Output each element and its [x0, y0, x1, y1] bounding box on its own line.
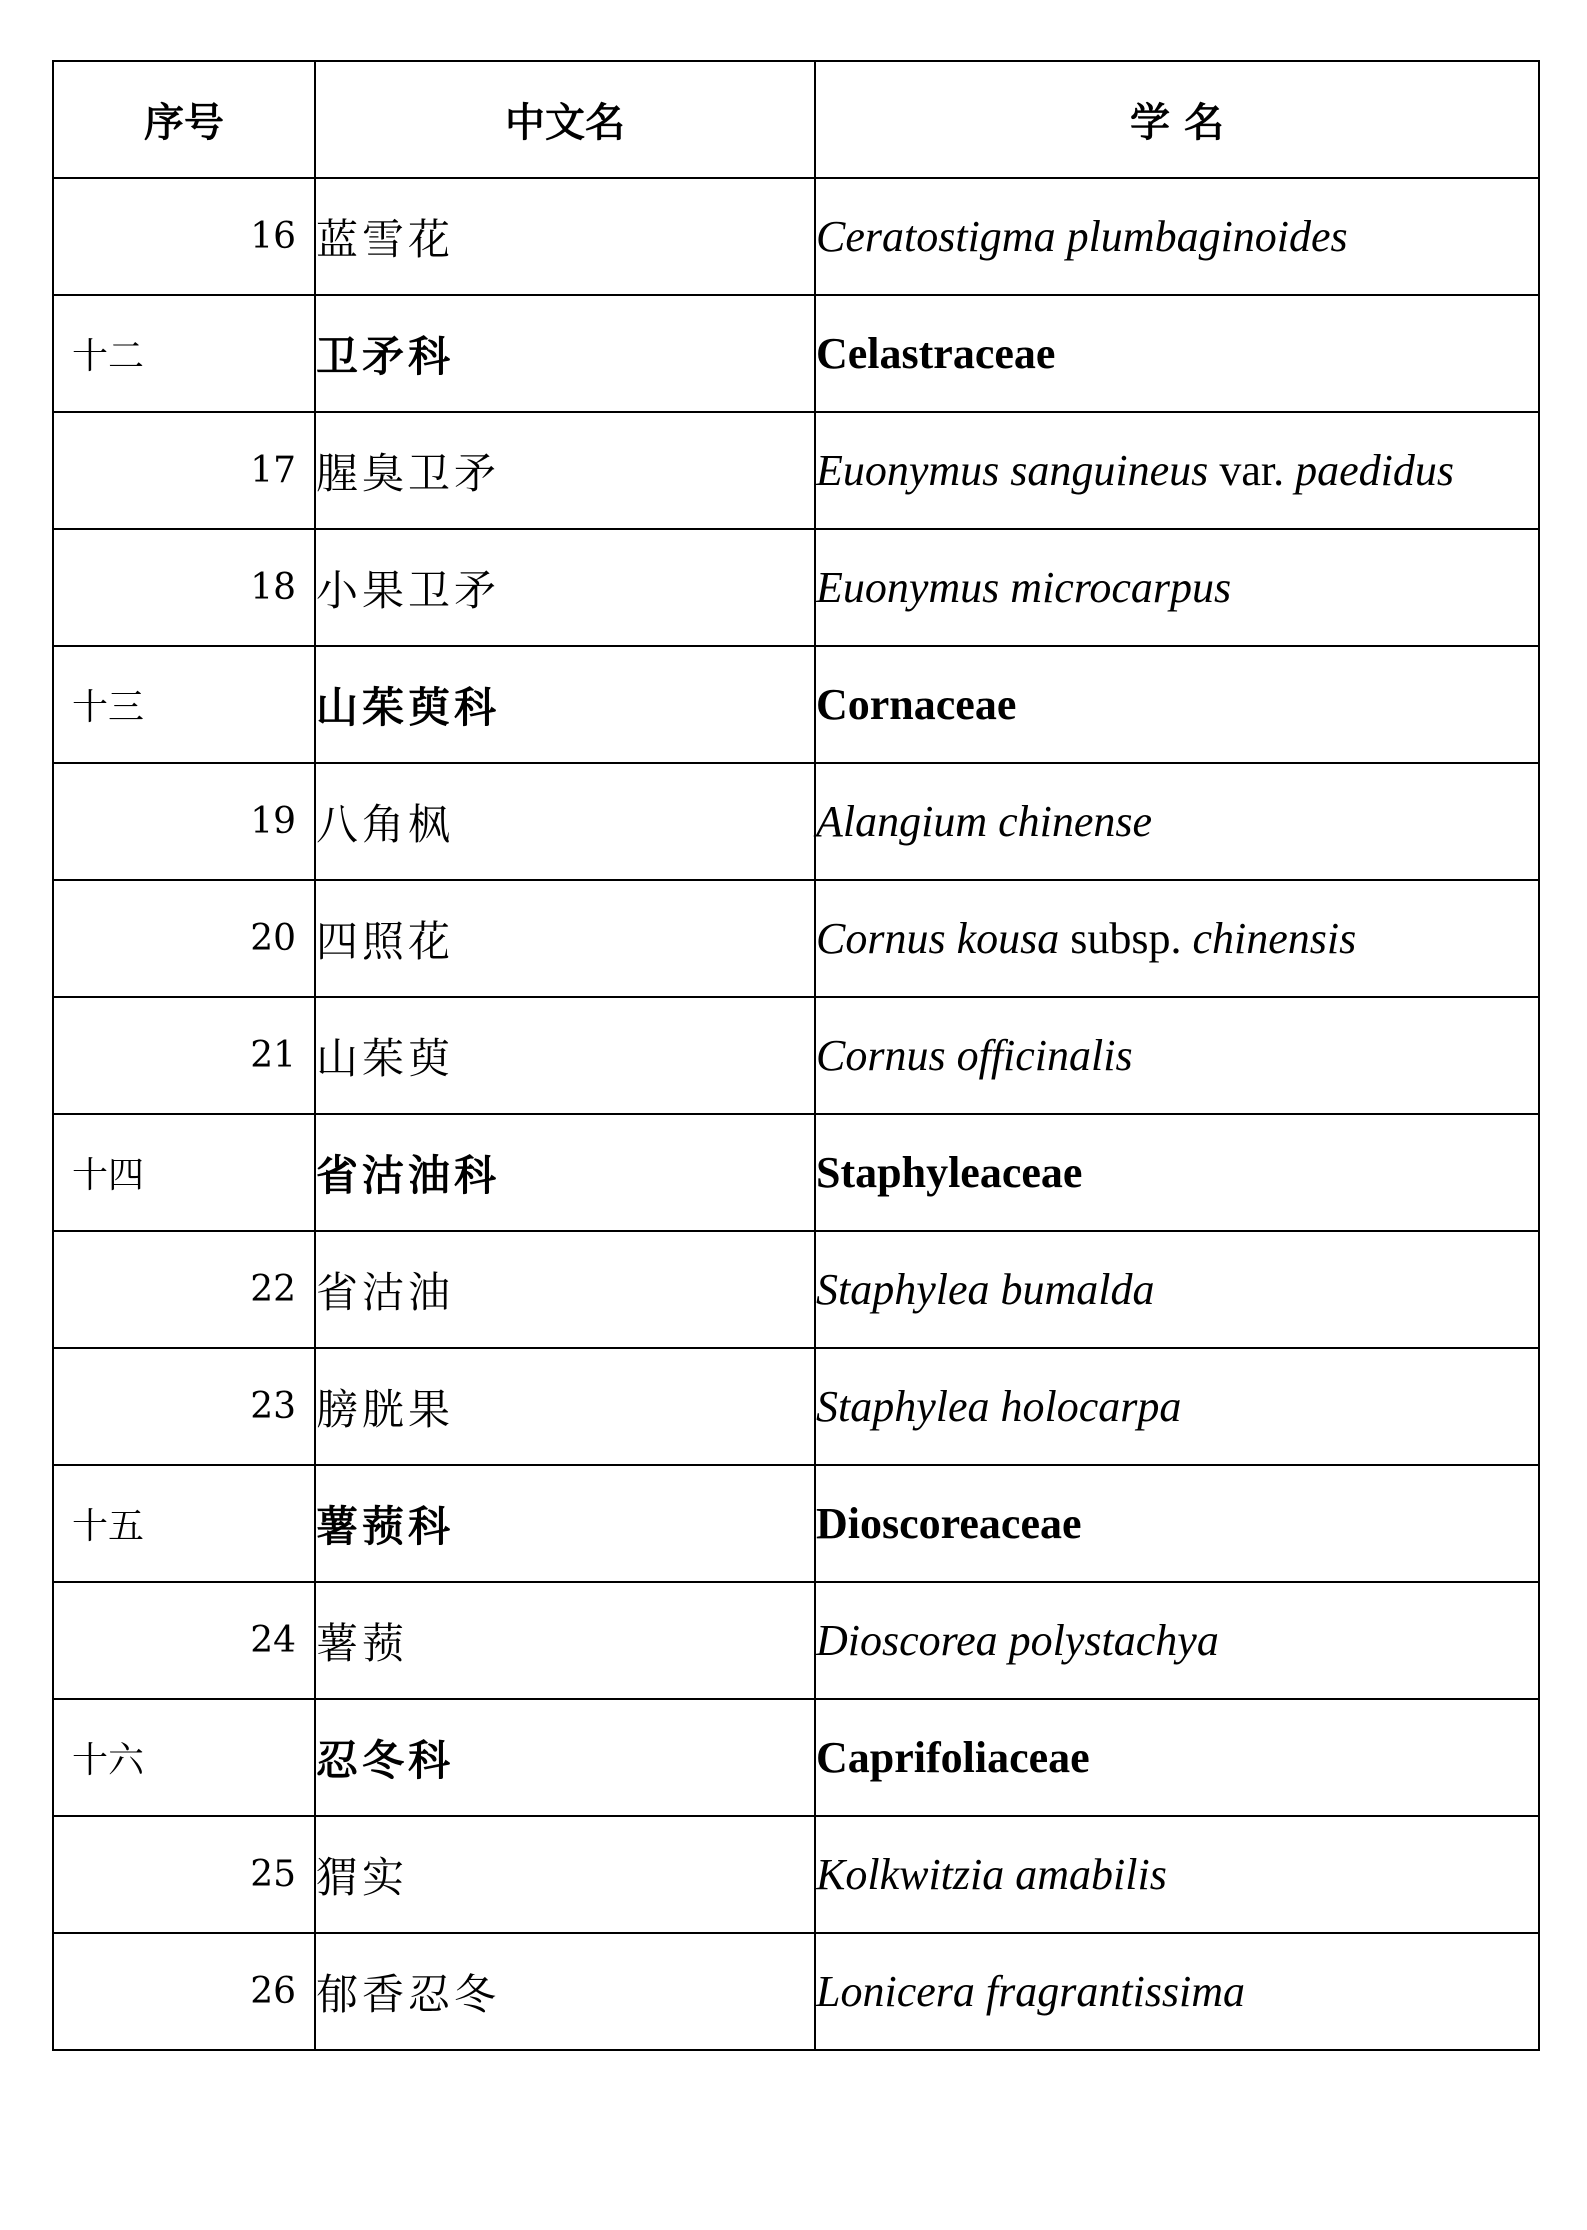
species-row [53, 880, 1539, 997]
chinese-name-cell: 猬实 [315, 1816, 815, 1933]
serial-number-cell: 十五 [53, 1465, 315, 1582]
chinese-name-cell: 薯蓣科 [315, 1465, 815, 1582]
scientific-name-cell [815, 295, 1539, 412]
chinese-name-cell: 郁香忍冬 [315, 1933, 815, 2050]
table-body [53, 178, 1539, 2050]
serial-number-cell: 18 [53, 529, 315, 646]
chinese-name-cell: 四照花 [315, 880, 815, 997]
serial-number-cell: 23 [53, 1348, 315, 1465]
scientific-name-plain-part: Staphyleaceae [816, 1148, 1083, 1197]
serial-number-cell: 24 [53, 1582, 315, 1699]
species-row [53, 178, 1539, 295]
species-row [53, 1348, 1539, 1465]
chinese-name-cell: 膀胱果 [315, 1348, 815, 1465]
scientific-name-plain-part: subsp. [1059, 914, 1193, 963]
scientific-name-italic-part: Cornus kousa [816, 914, 1060, 963]
family-row [53, 1465, 1539, 1582]
scientific-name-cell [815, 997, 1539, 1114]
chinese-name-cell: 忍冬科 [315, 1699, 815, 1816]
serial-number-cell: 22 [53, 1231, 315, 1348]
scientific-name-italic-part: Dioscorea polystachya [816, 1616, 1219, 1665]
scientific-name-cell [815, 1582, 1539, 1699]
chinese-name-cell: 八角枫 [315, 763, 815, 880]
species-row [53, 1816, 1539, 1933]
species-row [53, 1933, 1539, 2050]
species-row [53, 412, 1539, 529]
chinese-name-cell: 卫矛科 [315, 295, 815, 412]
scientific-name-cell [815, 1933, 1539, 2050]
scientific-name-plain-part: var. [1208, 446, 1296, 495]
serial-number-cell: 十四 [53, 1114, 315, 1231]
scientific-name-cell [815, 880, 1539, 997]
species-row [53, 763, 1539, 880]
scientific-name-italic-part: Kolkwitzia amabilis [816, 1850, 1167, 1899]
family-row [53, 1699, 1539, 1816]
chinese-name-cell: 省沽油科 [315, 1114, 815, 1231]
scientific-name-italic-part: Euonymus sanguineus [816, 446, 1209, 495]
scientific-name-cell [815, 1114, 1539, 1231]
header-row [53, 61, 1539, 178]
species-table [52, 60, 1540, 2051]
scientific-name-cell [815, 1231, 1539, 1348]
scientific-name-plain-part: Cornaceae [816, 680, 1017, 729]
scientific-name-italic-part: Alangium chinense [816, 797, 1153, 846]
species-row [53, 1582, 1539, 1699]
chinese-name-cell: 山茱萸 [315, 997, 815, 1114]
scientific-name-italic-part: Cornus officinalis [816, 1031, 1133, 1080]
serial-number-cell: 19 [53, 763, 315, 880]
scientific-name-italic-part: Staphylea holocarpa [816, 1382, 1182, 1431]
species-row [53, 997, 1539, 1114]
serial-number-cell: 20 [53, 880, 315, 997]
scientific-name-cell [815, 646, 1539, 763]
scientific-name-cell [815, 178, 1539, 295]
scientific-name-cell [815, 529, 1539, 646]
serial-number-cell: 十三 [53, 646, 315, 763]
scientific-name-italic-part: chinensis [1192, 914, 1357, 963]
scientific-name-cell [815, 1816, 1539, 1933]
header-scientific-name: 学 名 [815, 61, 1539, 178]
header-serial-number: 序号 [53, 61, 315, 178]
chinese-name-cell: 山茱萸科 [315, 646, 815, 763]
chinese-name-cell: 小果卫矛 [315, 529, 815, 646]
scientific-name-cell [815, 1465, 1539, 1582]
scientific-name-plain-part: Caprifoliaceae [816, 1733, 1090, 1782]
scientific-name-cell [815, 1348, 1539, 1465]
serial-number-cell: 十二 [53, 295, 315, 412]
serial-number-cell: 16 [53, 178, 315, 295]
scientific-name-plain-part: Celastraceae [816, 329, 1056, 378]
scientific-name-italic-part: Lonicera fragrantissima [816, 1967, 1246, 2016]
scientific-name-cell [815, 412, 1539, 529]
family-row [53, 1114, 1539, 1231]
scientific-name-italic-part: Euonymus microcarpus [816, 563, 1232, 612]
serial-number-cell: 十六 [53, 1699, 315, 1816]
chinese-name-cell: 省沽油 [315, 1231, 815, 1348]
serial-number-cell: 21 [53, 997, 315, 1114]
chinese-name-cell: 蓝雪花 [315, 178, 815, 295]
scientific-name-cell [815, 763, 1539, 880]
scientific-name-cell [815, 1699, 1539, 1816]
family-row [53, 295, 1539, 412]
scientific-name-italic-part: Staphylea bumalda [816, 1265, 1155, 1314]
scientific-name-italic-part: Ceratostigma plumbaginoides [816, 212, 1348, 261]
serial-number-cell: 26 [53, 1933, 315, 2050]
scientific-name-plain-part: Dioscoreaceae [816, 1499, 1082, 1548]
serial-number-cell: 25 [53, 1816, 315, 1933]
species-row [53, 1231, 1539, 1348]
header-chinese-name: 中文名 [315, 61, 815, 178]
chinese-name-cell: 薯蓣 [315, 1582, 815, 1699]
chinese-name-cell: 腥臭卫矛 [315, 412, 815, 529]
species-row [53, 529, 1539, 646]
serial-number-cell: 17 [53, 412, 315, 529]
family-row [53, 646, 1539, 763]
scientific-name-italic-part: paedidus [1295, 446, 1454, 495]
